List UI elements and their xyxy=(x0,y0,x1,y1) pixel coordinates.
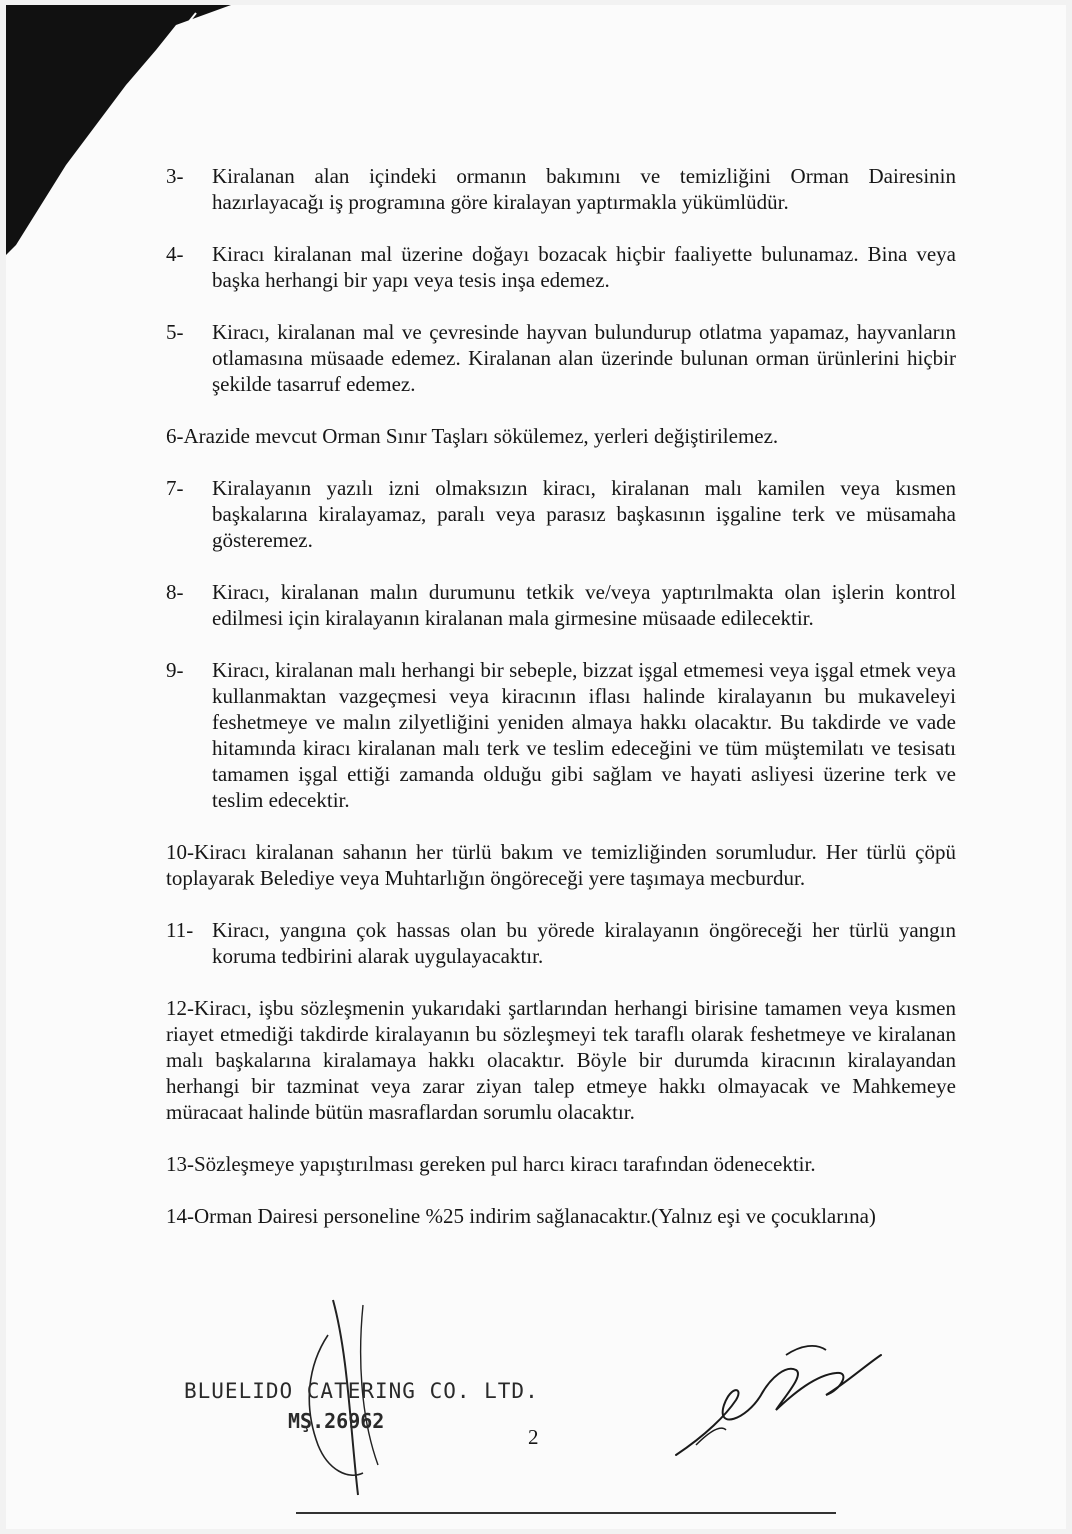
footer-rule xyxy=(296,1512,836,1514)
clause-13: 13-Sözleşmeye yapıştırılması gereken pul harcı kiracı tarafından ödenecektir. xyxy=(166,1152,816,1176)
signature-mark xyxy=(666,1335,896,1465)
clause-12: 12-Kiracı, işbu sözleşmenin yukarıdaki şartlarından herhangi birisine tamamen veya kısmen riayet etmediği takdirde kiralayanın bu sözleşmeyi tek taraflı olarak feshetmeye ve kiralanan malı başkalarına kiralamaya hakkı olacaktır. Böyle bir durumda kiracının kiralayandan herhangi bir tazminat veya zarar ziyan talep etmeye hakkı olmayacak ve Mahkemeye müracaat halinde bütün masraflardan sorumlu olacaktır. xyxy=(166,996,956,1124)
clause-4: 4- Kiracı kiralanan mal üzerine doğayı bozacak hiçbir faaliyette bulunamaz. Bina veya başka herhangi bir yapı veya tesis inşa edemez. xyxy=(166,242,956,292)
clause-8: 8- Kiracı, kiralanan malın durumunu tetkik ve/veya yaptırılmakta olan işlerin kontrol edilmesi için kiralayanın kiralanan mala girmesine müsaade edilecektir. xyxy=(166,580,956,630)
clause-3: 3- Kiralanan alan içindeki ormanın bakımını ve temizliğini Orman Dairesinin hazırlayacağı iş programına göre kiralayan yaptırmakla yükümlüdür. xyxy=(166,164,956,214)
clause-9: 9- Kiracı, kiralanan malı herhangi bir sebeple, bizzat işgal etmemesi veya işgal etmek veya kullanmaktan vazgeçmesi veya kiracının iflası halinde kiralayanın bu mukaveleyi feshetmeye ve malın zilyetliğini yeniden almaya hakkı olacaktır. Bu takdirde ve vade hitamında kiracı kiralanan malı terk ve teslim edeceğini ve tüm müştemilatı ve tesisatı tamamen işgal ettiği zamanda olduğu gibi sağlam ve hayati asliyesi üzerine terk ve teslim edecektir. xyxy=(166,658,956,812)
page-number: 2 xyxy=(528,1425,539,1449)
clause-5: 5- Kiracı, kiralanan mal ve çevresinde hayvan bulundurup otlatma yapamaz, hayvanların otlamasına müsaade edemez. Kiralanan alan üzerinde bulunan orman ürünlerini hiçbir şekilde tasarruf edemez. xyxy=(166,320,956,396)
clause-14: 14-Orman Dairesi personeline %25 indirim sağlanacaktır.(Yalnız eşi ve çocuklarına) xyxy=(166,1204,876,1228)
clause-10: 10-Kiracı kiralanan sahanın her türlü bakım ve temizliğinden sorumludur. Her türlü çöpü toplayarak Belediye veya Muhtarlığın öngöreceği yere taşımaya mecburdur. xyxy=(166,840,956,890)
clause-7: 7- Kiralayanın yazılı izni olmaksızın kiracı, kiralanan malı kamilen veya kısmen başkalarına kiralayamaz, paralı veya parasız başkasının işgaline terk ve müsamaha gösteremez. xyxy=(166,476,956,552)
document-page xyxy=(6,5,1066,1529)
company-stamp: BLUELIDO CATERING CO. LTD. xyxy=(184,1379,539,1403)
contract-clauses xyxy=(166,163,956,1255)
clause-6: 6-Arazide mevcut Orman Sınır Taşları sökülemez, yerleri değiştirilemez. xyxy=(166,424,779,448)
clause-11: 11- Kiracı, yangına çok hassas olan bu yörede kiralayanın öngöreceği her türlü yangın koruma tedbirini alarak uygulayacaktır. xyxy=(166,918,956,968)
registration-number: MŞ.26962 xyxy=(288,1409,385,1433)
